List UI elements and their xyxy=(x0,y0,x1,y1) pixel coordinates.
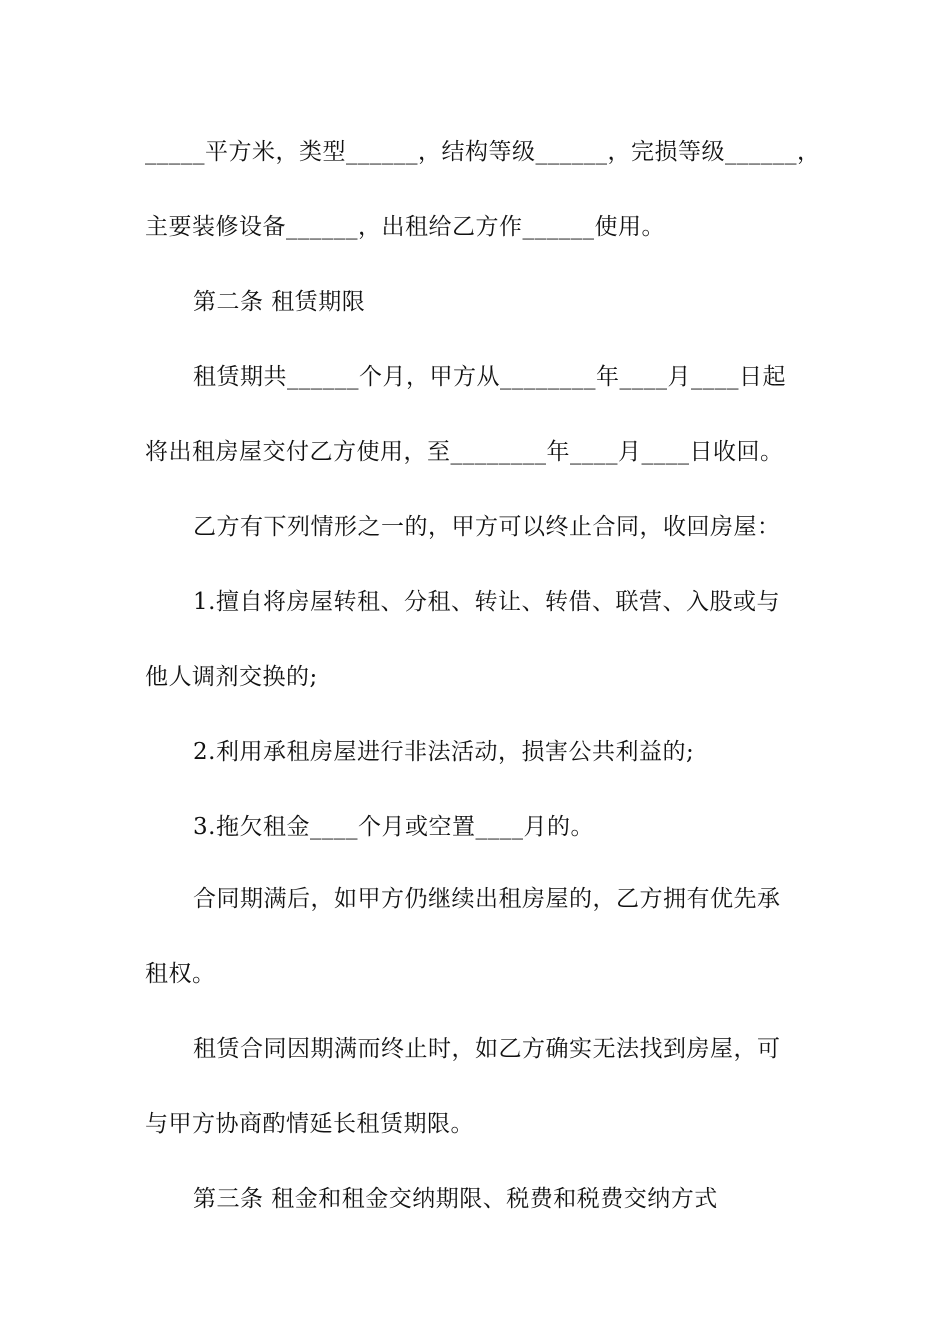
section-heading-article-3: 第三条 租金和租金交纳期限、税费和税费交纳方式 xyxy=(193,1186,718,1212)
list-item-1: 1.擅自将房屋转租、分租、转让、转借、联营、入股或与 xyxy=(193,589,780,615)
text-line-lease-term: 租赁期共______个月，甲方从________年____月____日起 xyxy=(193,364,786,390)
list-item-3: 3.拖欠租金____个月或空置____月的。 xyxy=(193,814,594,840)
text-line-extension: 租赁合同因期满而终止时，如乙方确实无法找到房屋，可 xyxy=(193,1036,781,1062)
text-line-lease-term-cont: 将出租房屋交付乙方使用，至________年____月____日收回。 xyxy=(145,439,784,465)
text-line-termination-conditions: 乙方有下列情形之一的，甲方可以终止合同，收回房屋： xyxy=(193,514,781,540)
text-line-area-type: _____平方米，类型______，结构等级______，完损等级______， xyxy=(145,139,821,165)
text-line-renewal-priority: 合同期满后，如甲方仍继续出租房屋的，乙方拥有优先承 xyxy=(193,886,781,912)
list-item-2: 2.利用承租房屋进行非法活动，损害公共利益的; xyxy=(193,739,695,765)
text-line-extension-cont: 与甲方协商酌情延长租赁期限。 xyxy=(145,1111,474,1137)
section-heading-article-2: 第二条 租赁期限 xyxy=(193,289,366,315)
list-item-1-cont: 他人调剂交换的; xyxy=(145,664,318,690)
text-line-decoration-use: 主要装修设备______，出租给乙方作______使用。 xyxy=(145,214,665,240)
text-line-renewal-priority-cont: 租权。 xyxy=(145,961,216,987)
